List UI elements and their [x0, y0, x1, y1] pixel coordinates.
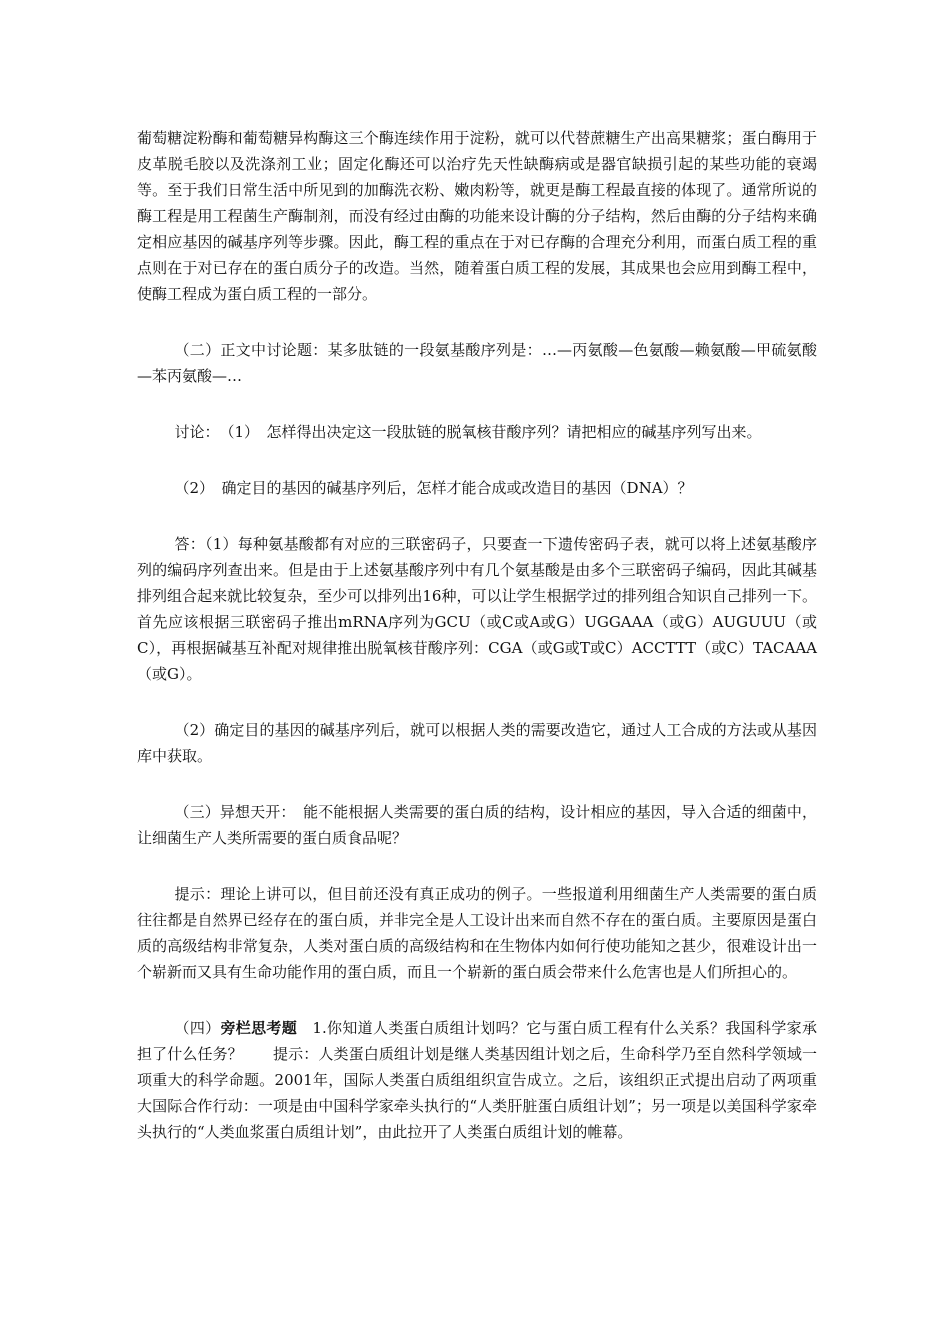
- sidebar-question-body: 1.你知道人类蛋白质组计划吗？它与蛋白质工程有什么关系？我国科学家承担了什么任务？ 提示：人类蛋白质组计划是继人类基因组计划之后，生命科学乃至自然科学领域一项重大的科学命题。2001年，国际人类蛋白质组组织宣告成立。之后，该组织正式提出启动了两项重大国际合作行动：一项是由中国科学家牵头执行的“人类肝脏蛋白质组计划”；另一项是以美国科学家牵头执行的“人类血浆蛋白质组计划”，由此拉开了人类蛋白质组计划的帷幕。: [137, 1019, 817, 1141]
- document-page: [137, 125, 817, 1145]
- sidebar-question-heading: 旁栏思考题: [220, 1019, 298, 1037]
- paragraph-sidebar-question: [137, 1015, 817, 1145]
- paragraph-answer-2: （2）确定目的基因的碱基序列后，就可以根据人类的需要改造它，通过人工合成的方法或从基因库中获取。: [137, 721, 817, 765]
- paragraph-discussion-q1: 讨论： （1） 怎样得出决定这一段肽链的脱氧核苷酸序列？请把相应的碱基序列写出来。: [174, 423, 762, 441]
- sidebar-question-prefix: （四）: [174, 1019, 221, 1037]
- paragraph-discussion-q2: （2） 确定目的基因的碱基序列后，怎样才能合成或改造目的基因（DNA）？: [174, 479, 693, 497]
- paragraph-answer-1: 答：（1）每种氨基酸都有对应的三联密码子，只要查一下遗传密码子表，就可以将上述氨基酸序列的编码序列查出来。但是由于上述氨基酸序列中有几个氨基酸是由多个三联密码子编码，因此其碱基排列组合起来就比较复杂，至少可以排列出16种，可以让学生根据学过的排列组合知识自己排列一下。首先应该根据三联密码子推出mRNA序列为GCU（或C或A或G）UGGAAA（或G）AUGUUU（或C），再根据碱基互补配对规律推出脱氧核苷酸序列：CGA（或G或T或C）ACCTTT（或C）TACAAA（或G）。: [137, 535, 817, 683]
- paragraph-discussion-topic: （二）正文中讨论题：某多肽链的一段氨基酸序列是：…—丙氨酸—色氨酸—赖氨酸—甲硫氨酸—苯丙氨酸—…: [137, 341, 817, 385]
- paragraph-hint: 提示：理论上讲可以，但目前还没有真正成功的例子。一些报道利用细菌生产人类需要的蛋白质往往都是自然界已经存在的蛋白质，并非完全是人工设计出来而自然不存在的蛋白质。主要原因是蛋白质的高级结构非常复杂，人类对蛋白质的高级结构和在生物体内如何行使功能知之甚少，很难设计出一个崭新而又具有生命功能作用的蛋白质，而且一个崭新的蛋白质会带来什么危害也是人们所担心的。: [137, 885, 817, 981]
- paragraph-enzyme-engineering: 葡萄糖淀粉酶和葡萄糖异构酶这三个酶连续作用于淀粉，就可以代替蔗糖生产出高果糖浆；蛋白酶用于皮革脱毛胶以及洗涤剂工业；固定化酶还可以治疗先天性缺酶病或是器官缺损引起的某些功能的衰竭等。至于我们日常生活中所见到的加酶洗衣粉、嫩肉粉等，就更是酶工程最直接的体现了。通常所说的酶工程是用工程菌生产酶制剂，而没有经过由酶的功能来设计酶的分子结构，然后由酶的分子结构来确定相应基因的碱基序列等步骤。因此，酶工程的重点在于对已存酶的合理充分利用，而蛋白质工程的重点则在于对已存在的蛋白质分子的改造。当然，随着蛋白质工程的发展，其成果也会应用到酶工程中，使酶工程成为蛋白质工程的一部分。: [137, 129, 817, 303]
- paragraph-imagination: （三）异想天开： 能不能根据人类需要的蛋白质的结构，设计相应的基因，导入合适的细菌中，让细菌生产人类所需要的蛋白质食品呢？: [137, 803, 817, 847]
